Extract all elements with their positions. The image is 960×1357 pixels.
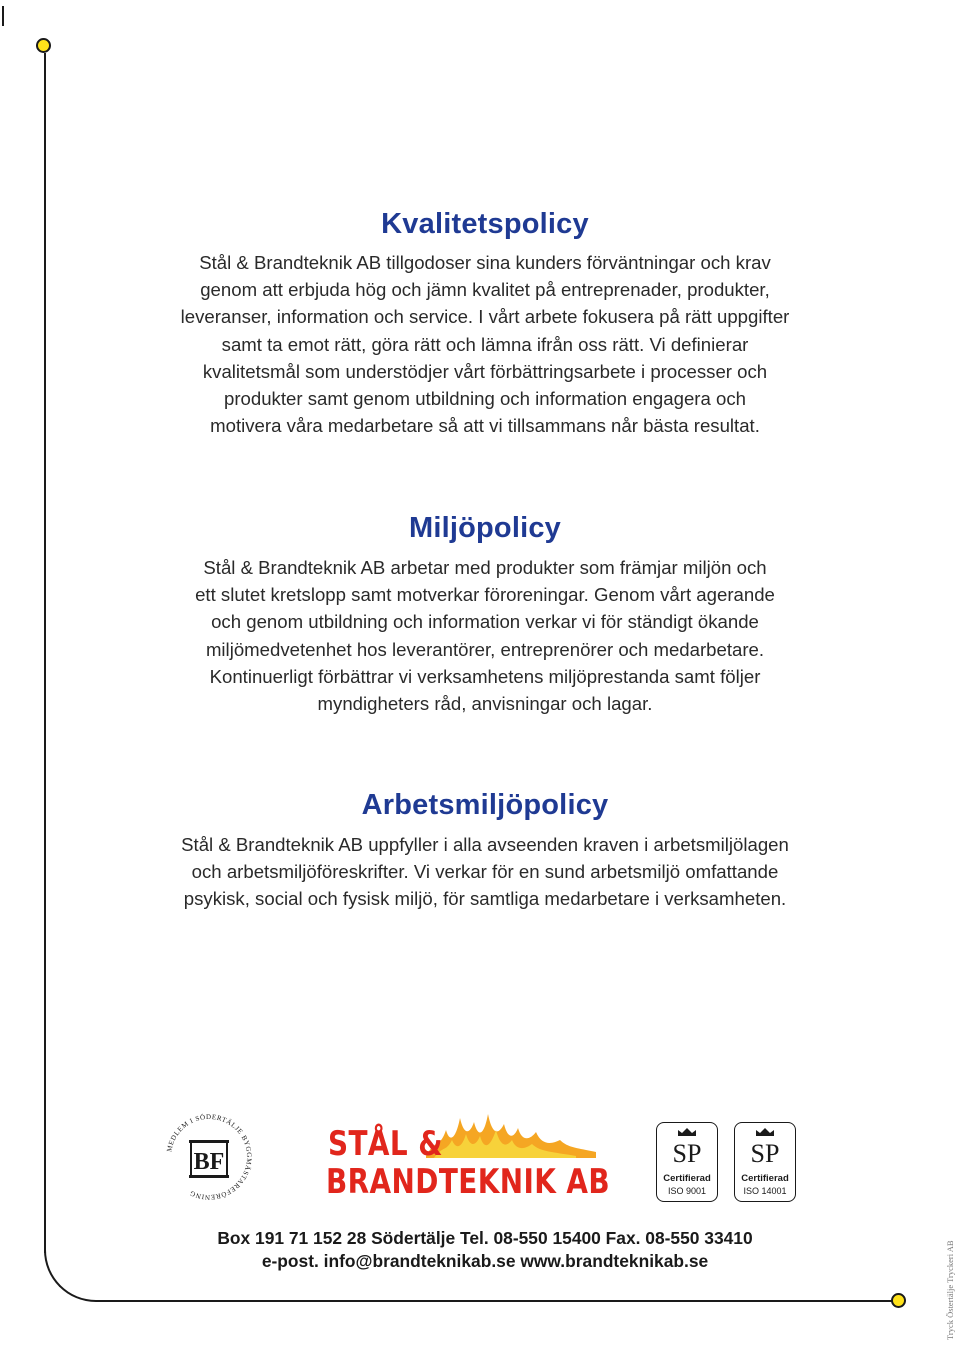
frame-dot-top — [36, 38, 51, 53]
svg-text:MEDLEM I SÖDERTÄLJE BYGGMÄSTAR: MEDLEM I SÖDERTÄLJE BYGGMÄSTAREFÖRENING — [165, 1112, 254, 1202]
text-line: samt ta emot rätt, göra rätt och lämna ifrån oss rätt. Vi definierar — [221, 333, 749, 355]
text-line: kvalitetsmål som understödjer vårt förbättringsarbete i processer och — [202, 360, 768, 382]
environment-policy-text — [100, 554, 870, 717]
text-line: psykisk, social och fysisk miljö, för samtliga medarbetare i verksamheten. — [183, 888, 787, 910]
logo-row — [0, 1108, 960, 1208]
quality-policy-section — [100, 208, 870, 439]
frame-corner-curve — [44, 1250, 104, 1302]
text-line: motivera våra medarbetare så att vi tillsammans når bästa resultat. — [210, 415, 760, 437]
brand-name-line1: STÅL & — [328, 1124, 443, 1164]
printer-note: Tryck Östertälje Tryckeri AB — [945, 1240, 955, 1340]
text-line: och arbetsmiljöföreskrifter. Vi verkar för en sund arbetsmiljö omfattande — [191, 861, 779, 883]
text-line: myndigheters råd, anvisningar och lagar. — [317, 693, 653, 715]
sp-certified-iso9001-badge — [656, 1122, 718, 1202]
sp-certified-label: Certifierad — [741, 1173, 789, 1184]
environment-policy-section — [100, 512, 870, 717]
text-line: ett slutet kretslopp samt motverkar föroreningar. Genom vårt agerande — [195, 584, 775, 606]
contact-web-line[interactable]: e-post. info@brandteknikab.se www.brandteknikab.se — [261, 1251, 709, 1271]
svg-text:BF: BF — [193, 1149, 225, 1175]
work-environment-policy-title: Arbetsmiljöpolicy — [361, 789, 609, 821]
text-line: leveranser, information och service. I vårt arbete fokusera på rätt uppgifter — [180, 306, 790, 328]
text-line: miljömedvetenhet hos leverantörer, entreprenörer och medarbetare. — [205, 638, 765, 660]
contact-address-line: Box 191 71 152 28 Södertälje Tel. 08-550 15400 Fax. 08-550 33410 — [217, 1228, 753, 1248]
text-line: genom att erbjuda hög och jämn kvalitet på entreprenader, produkter, — [200, 279, 770, 301]
sp-iso-standard: ISO 14001 — [743, 1186, 787, 1196]
work-environment-policy-text — [100, 831, 870, 913]
edge-mark — [2, 6, 4, 26]
environment-policy-title: Miljöpolicy — [408, 512, 562, 544]
quality-policy-title: Kvalitetspolicy — [381, 208, 589, 240]
text-line: Stål & Brandteknik AB arbetar med produkter som främjar miljön och — [203, 557, 767, 578]
text-line: Stål & Brandteknik AB tillgodoser sina kunders förväntningar och krav — [199, 252, 771, 273]
frame-dot-bottom — [891, 1293, 906, 1308]
frame-line-horizontal — [103, 1300, 893, 1302]
text-line: och genom utbildning och information verkar vi för ständigt ökande — [211, 611, 759, 633]
sp-certified-iso14001-badge — [734, 1122, 796, 1202]
sp-mark: SP — [750, 1139, 780, 1168]
crown-icon — [676, 1127, 698, 1137]
quality-policy-text — [100, 249, 870, 439]
contact-block — [100, 1227, 870, 1273]
text-line: produkter samt genom utbildning och information engagera och — [224, 388, 746, 410]
crown-icon — [754, 1127, 776, 1137]
text-line: Stål & Brandteknik AB uppfyller i alla avseenden kraven i arbetsmiljölagen — [181, 834, 789, 855]
bf-member-seal-logo — [160, 1108, 258, 1206]
brand-logo — [318, 1108, 611, 1208]
sp-iso-standard: ISO 9001 — [667, 1186, 707, 1196]
frame-line-vertical — [44, 53, 46, 1253]
sp-mark: SP — [672, 1139, 702, 1168]
work-environment-policy-section — [100, 789, 870, 913]
flame-icon — [426, 1108, 596, 1158]
brand-name-line2: BRANDTEKNIK AB — [326, 1162, 611, 1202]
text-line: Kontinuerligt förbättrar vi verksamhetens miljöprestanda samt följer — [209, 665, 761, 687]
sp-certified-label: Certifierad — [663, 1173, 711, 1184]
